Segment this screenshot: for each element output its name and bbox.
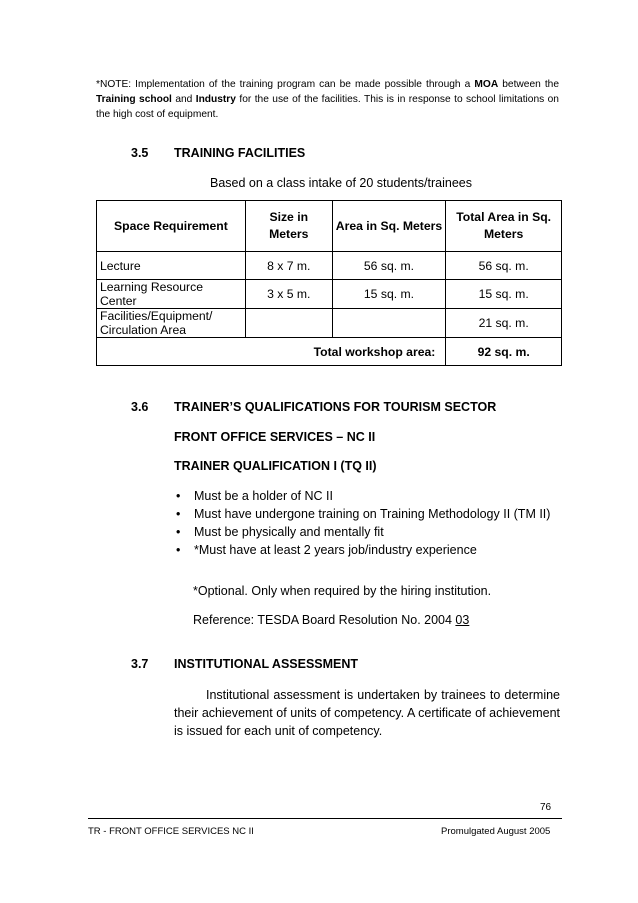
- table-cell: 8 x 7 m.: [245, 252, 332, 280]
- table-row: [97, 280, 562, 309]
- list-item-text: Must be a holder of NC II: [194, 489, 333, 503]
- table-cell: [332, 309, 446, 338]
- list-item-text: *Must have at least 2 years job/industry experience: [194, 543, 477, 557]
- note-text-2: between the: [498, 79, 560, 90]
- trainer-qualification-subtitle: TRAINER QUALIFICATION I (TQ II): [174, 459, 377, 473]
- note-text-3: and: [171, 94, 196, 105]
- list-item: [174, 524, 560, 541]
- note-industry: Industry: [195, 94, 236, 105]
- bullet-icon: •: [176, 489, 181, 503]
- table-row: [97, 252, 562, 280]
- section-3-7-title: INSTITUTIONAL ASSESSMENT: [174, 657, 359, 671]
- header-size: Size in Meters: [245, 201, 332, 252]
- table-cell: 15 sq. m.: [332, 280, 446, 309]
- front-office-subtitle: FRONT OFFICE SERVICES – NC II: [174, 430, 376, 444]
- table-cell: Facilities/Equipment/ Circulation Area: [97, 309, 246, 338]
- reference-line: [193, 613, 469, 627]
- implementation-note: [96, 77, 559, 122]
- list-item-text: Must be physically and mentally fit: [194, 525, 384, 539]
- table-cell: [245, 309, 332, 338]
- list-item: [174, 488, 560, 505]
- reference-text: Reference: TESDA Board Resolution No. 2004: [193, 613, 456, 627]
- section-3-5-number: 3.5: [131, 146, 149, 160]
- optional-note: *Optional. Only when required by the hiring institution.: [193, 584, 492, 598]
- reference-link[interactable]: 03: [455, 613, 470, 627]
- list-item-text: Must have undergone training on Training Methodology II (TM II): [194, 507, 551, 521]
- list-item: [174, 542, 560, 559]
- table-row: [97, 309, 562, 338]
- note-text-4: for the use of the facilities. This is in response to school limitations on the high cost of equipment.: [96, 94, 559, 120]
- bullet-icon: •: [176, 525, 181, 539]
- note-moa: MOA: [474, 79, 499, 90]
- footer-promulgation-date: Promulgated August 2005: [441, 826, 551, 837]
- training-facilities-table: [96, 200, 562, 366]
- table-total-row: [97, 338, 562, 366]
- header-total-area: Total Area in Sq. Meters: [446, 201, 562, 252]
- table-cell: 15 sq. m.: [446, 280, 562, 309]
- section-3-5-title: TRAINING FACILITIES: [174, 146, 306, 160]
- table-cell: Lecture: [97, 252, 246, 280]
- qualification-list: [174, 488, 560, 560]
- table-cell: 56 sq. m.: [446, 252, 562, 280]
- section-3-6-title: TRAINER’S QUALIFICATIONS FOR TOURISM SECTOR: [174, 400, 497, 414]
- assessment-paragraph: Institutional assessment is undertaken by trainees to determine their achievement of units of competency. A certificate of achievement is issued for each unit of competency.: [174, 688, 560, 738]
- section-3-6-number: 3.6: [131, 400, 149, 414]
- table-cell: Learning Resource Center: [97, 280, 246, 309]
- total-workshop-label: Total workshop area:: [97, 338, 446, 366]
- table-cell: 56 sq. m.: [332, 252, 446, 280]
- section-3-7-number: 3.7: [131, 657, 149, 671]
- list-item: [174, 506, 560, 523]
- table-header-row: [97, 201, 562, 252]
- table-cell: 21 sq. m.: [446, 309, 562, 338]
- class-intake-text: Based on a class intake of 20 students/trainees: [210, 176, 472, 190]
- table-cell: 3 x 5 m.: [245, 280, 332, 309]
- note-text-1: *NOTE: Implementation of the training program can be made possible through a: [96, 79, 475, 90]
- page-number: 76: [540, 802, 552, 813]
- footer-divider: [88, 818, 562, 819]
- header-area: Area in Sq. Meters: [332, 201, 446, 252]
- bullet-icon: •: [176, 543, 181, 557]
- bullet-icon: •: [176, 507, 181, 521]
- total-workshop-value: 92 sq. m.: [446, 338, 562, 366]
- header-space-requirement: Space Requirement: [97, 201, 246, 252]
- footer-document-title: TR - FRONT OFFICE SERVICES NC II: [88, 826, 254, 837]
- note-training-school: Training school: [96, 94, 172, 105]
